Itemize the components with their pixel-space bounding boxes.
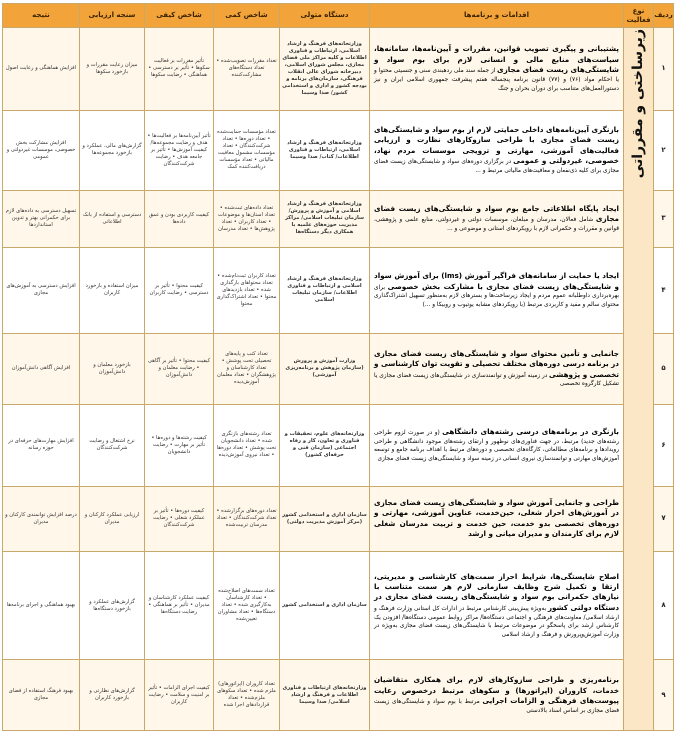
table-row xyxy=(3,28,674,111)
qualitative-index-cell: کیفیت محتوا • تأثیر بر آگاهی • رضایت معلمان و دانش‌آموزان xyxy=(145,334,214,405)
evaluation-measure-cell: میزان استفاده و بازخورد کاربران xyxy=(80,247,145,334)
header-actions: اقدامات و برنامه‌ها xyxy=(370,4,624,28)
quantitative-index-cell: تعداد مؤسسات حمایت‌شده • تعداد دوره‌ها • تعداد شرکت‌کنندگان • تعداد مؤسسات مشمول معافیت مالیاتی • تعداد مؤسسات دریافت‌کننده کمک xyxy=(214,110,280,191)
activities-table xyxy=(2,3,674,731)
result-cell: افزایش دسترسی به آموزش‌های مجازی xyxy=(3,247,80,334)
evaluation-measure-cell: گزارش‌های مالی، عملکرد و بازخورد مجموعه‌ها xyxy=(80,110,145,191)
quantitative-index-cell: تعداد کاربران ثبت‌نام‌شده • تعداد محتواهای بارگذاری شده • تعداد بازدیدهای محتوا • تعداد اشتراک‌گذاری محتوا xyxy=(214,247,280,334)
qualitative-index-cell: کیفیت رشته‌ها و دوره‌ها • تأثیر بر مهارت • رضایت دانشجویان xyxy=(145,404,214,487)
agency-cell: سازمان اداری و استخدامی کشور xyxy=(280,551,370,660)
table-row xyxy=(3,110,674,191)
header-activity-type: نوع فعالیت xyxy=(624,4,654,28)
action-detail-text: از جمله سند ملی ردهبندی سنی و جنسیتی محتوا و یا احکام مواد (۷۶) و (۷۷) قانون برنامه پنجساله هفتم پیشرفت جمهوری اسلامی ایران و نیز دستورالعمل‌های متناسب برای دوران بحران و جنگ xyxy=(374,68,620,92)
result-cell: بهبود فرهنگ استفاده از فضای مجازی xyxy=(3,660,80,731)
action-lead-text: جانمایی و تأمین محتوای سواد و شایستگی‌های زیست فضای مجازی در برنامه درسی دوره‌های مختلف تحصیلی و تقویت توان کارشناسی و تخصصی و پژوهشی xyxy=(374,348,619,379)
qualitative-index-cell: تأثیر مقررات بر فعالیت سکوها • تأثیر بر دسترسی • هماهنگی • رضایت سکوها xyxy=(145,28,214,111)
action-detail-text: برای بهره‌برداری داوطلبانه عموم مردم و ایجاد زیرساخت‌ها و بسترهای لازم به‌منظور تسهیل اشتراک‌گذاری محتوای سالم و مفید و کاربردی مرتبط (با رویکردهای مشابه یوتیوب و روبیکا و ...) xyxy=(374,284,619,308)
action-lead-text: اصلاح شایستگی‌ها، شرایط احراز سمت‌های کارشناسی و مدیریتی، ارتقا و تکمیل شرح وظایف سازمانی لازم هر سمت متناسب با نیازهای حکمرانی بوم سواد و شایستگی‌های زیست فضای مجازی در دستگاه دولتی کشور xyxy=(374,571,620,612)
table-row xyxy=(3,247,674,334)
quantitative-index-cell: تعداد سمت‌های اصلاح‌شده • تعداد کارشناسان به‌کارگیری شده • تعداد دستگاه‌ها • تعداد مشاوران تعیین‌شده xyxy=(214,551,280,660)
row-number: ۹ xyxy=(654,660,674,731)
agency-cell: وزارتخانه‌های فرهنگ و ارشاد اسلامی، ارتباطات و فناوری اطلاعات/ کتاب/ صدا وسیما xyxy=(280,110,370,191)
result-cell: افزایش هماهنگی و رعایت اصول xyxy=(3,28,80,111)
header-quantitative-index: شاخص کمی xyxy=(214,4,280,28)
result-cell: افزایش مشارکت بخش خصوصی، موسسات غیردولتی و عمومی xyxy=(3,110,80,191)
row-number: ۴ xyxy=(654,247,674,334)
agency-cell: سازمان اداری و استخدامی کشور (مرکز آموزش مدیریت دولتی) xyxy=(280,487,370,551)
action-lead-text: بازنگری در برنامه‌های درسی رشته‌های دانشگاهی xyxy=(442,427,619,437)
action-lead-text: ایجاد پایگاه اطلاعاتی جامع بوم سواد و شایستگی‌های زیست فضای مجازی xyxy=(374,203,619,224)
evaluation-measure-cell: گزارش‌های نظارتی و بازخورد کاربران xyxy=(80,660,145,731)
evaluation-measure-cell: گزارش‌های عملکرد و بازخورد دستگاه‌ها xyxy=(80,551,145,660)
action-lead-text: طراحی و جانمایی آموزش سواد و شایستگی‌های زیست فضای مجازی در آموزش‌های احراز شغلی، حین‌خدمت، عناوین آموزشی، مهارتی و دوره‌های تخصصی بدو خدمت، حین خدمت و تربیت مدرسان شغلی لازم برای کارمندان و مدیران میانی و ارشد xyxy=(374,497,619,539)
action-cell xyxy=(370,247,624,334)
header-agency: دستگاه متولی xyxy=(280,4,370,28)
agency-cell: وزارتخانه‌های علوم، تحقیقات و فناوری و تعاون، کار و رفاه اجتماعی (سازمان فنی و حرفه‌ای کشور) xyxy=(280,404,370,487)
action-cell xyxy=(370,191,624,247)
qualitative-index-cell: کیفیت اجرای الزامات • تأثیر بر امنیت و سلامت • رضایت کاربران xyxy=(145,660,214,731)
qualitative-index-cell: کیفیت عملکرد کارشناسان و مدیران • تأثیر بر هماهنگی • رضایت دستگاه‌ها xyxy=(145,551,214,660)
result-cell: افزایش مهارت‌های حرفه‌ای در حوزه رسانه xyxy=(3,404,80,487)
qualitative-index-cell: کیفیت دوره‌ها • تأثیر بر عملکرد شغلی • رضایت شرکت‌کنندگان xyxy=(145,487,214,551)
action-detail-text: در زمینه آموزش و توانمندسازی در شایستگی‌های زیست فضای مجازی یا تشکیل کارگروه تخصصی xyxy=(374,372,619,388)
quantitative-index-cell: تعداد کاروران (اپراتورهای) ملزم شده • تعداد سکوهای ملزم‌شده • تعداد قراردادهای اجرا شده xyxy=(214,660,280,731)
result-cell: بهبود هماهنگی و اجرای برنامه‌ها xyxy=(3,551,80,660)
action-cell xyxy=(370,551,624,660)
quantitative-index-cell: تعداد مقررات تصویب‌شده • تعداد دستگاه‌های مشارکت‌کننده xyxy=(214,28,280,111)
table-row xyxy=(3,334,674,405)
quantitative-index-cell: تعداد داده‌های ثبت‌شده • تعداد استان‌ها و موضوعات • تعداد کاربران • تعداد پژوهش‌ها • تعداد مدرسان xyxy=(214,191,280,247)
header-qualitative-index: شاخص کیفی xyxy=(145,4,214,28)
qualitative-index-cell: کیفیت کاربردی بودن و عمق داده‌ها xyxy=(145,191,214,247)
row-number: ۳ xyxy=(654,191,674,247)
action-cell xyxy=(370,487,624,551)
table-header-row xyxy=(3,4,674,28)
action-cell xyxy=(370,404,624,487)
action-lead-text: بازنگری آیین‌نامه‌های داخلی حمایتی لازم از بوم سواد و شایستگی‌های زیست فضای مجازی با طراحی سازوکارهای نظارت و ارزیابی فعالیت‌های آموزشی، مهارتی و ترویجی موسسات مردم نهاد، خصوصی، غیردولتی و عمومی xyxy=(374,125,619,166)
row-number: ۸ xyxy=(654,551,674,660)
action-lead-text: برنامه‌ریزی و طراحی سازوکارهای لازم برای همکاری متقاضیان خدمات، کاروران (اپراتورها) و سکوهای مرتبط درخصوص رعایت پیوست‌های فرهنگی و الزامات اجرایی xyxy=(374,675,619,705)
evaluation-measure-cell: بازخورد معلمان و دانش‌آموزان xyxy=(80,334,145,405)
quantitative-index-cell: تعداد کتب و پایه‌های تحصیلی تحت پوشش • تعداد کارشناسان و پژوهشگران • تعداد معلمان آموزش‌دیده xyxy=(214,334,280,405)
action-lead-text: ایجاد یا حمایت از سامانه‌های فراگیر آموزش (lms) برای آموزش سواد و شایستگی‌های زیست فضای مجازی با مشارکت بخش خصوصی xyxy=(374,271,620,291)
action-cell xyxy=(370,110,624,191)
table-row xyxy=(3,404,674,487)
action-detail-text: (و در صورت لزوم طراحی رشته‌های جدید) مرتبط، در جهت فناوری‌های نوظهور و ارتقای رشته‌های موجود دانشگاهی و طراحی رویدادها و برنامه‌های مطالعاتی، کارگاه‌های تخصصی و دوره‌های مرتبط با اهداف برنامه جامع و توسعه آموزش‌های مهارتی و توانمندسازی نیروی انسانی در زمینه سواد و شایستگی‌های زیست فضای مجازی xyxy=(374,430,619,463)
table-row xyxy=(3,551,674,660)
table-row xyxy=(3,487,674,551)
action-cell xyxy=(370,334,624,405)
qualitative-index-cell: تأثیر آیین‌نامه‌ها بر فعالیت‌ها • هدف و رضایت مجموعه‌ها/کیفیت آموزش‌ها • تأثیر بر جامعه هدف • رضایت شرکت‌کنندگان xyxy=(145,110,214,191)
header-row-number: ردیف xyxy=(654,4,674,28)
agency-cell: وزارت آموزش و پرورش (سازمان پژوهش و برنامه‌ریزی آموزشی) xyxy=(280,334,370,405)
agency-cell: وزارتخانه‌های فرهنگ و ارشاد اسلامی و آموزش و پرورش/ سازمان تبلیغات اسلامی/ مراکز مدیریت حوزه‌های علمیه با همکاری دیگر دستگاه‌ها xyxy=(280,191,370,247)
evaluation-measure-cell: ارزیابی عملکرد کارکنان و مدیران xyxy=(80,487,145,551)
quantitative-index-cell: تعداد دوره‌های برگزارشده • تعداد شرکت‌کنندگان • تعداد مدرسان تربیت‌شده xyxy=(214,487,280,551)
agency-cell: وزارتخانه‌های فرهنگ و ارشاد اسلامی و ارتباطات و فناوری اطلاعات/ سازمان تبلیغات اسلامی xyxy=(280,247,370,334)
header-evaluation-measure: سنجه ارزیابی xyxy=(80,4,145,28)
action-detail-text: در برگزاری دوره‌های سواد و شایستگی‌های زیست فضای مجازی برای کلیه ذی‌نفعان و معافیت‌های مالیاتی مرتبط و ... xyxy=(374,159,619,175)
activity-type-label: زیرساختی و مقرراتی xyxy=(630,29,647,179)
evaluation-measure-cell: دسترسی و استفاده از بانک اطلاعاتی xyxy=(80,191,145,247)
action-cell xyxy=(370,28,624,111)
quantitative-index-cell: تعداد رشته‌های بازنگری شده • تعداد دانشجویان تحت پوشش • تعداد دوره‌ها • تعداد نیروی آموزش‌دیده xyxy=(214,404,280,487)
action-detail-text: مرتبط با بوم سواد و شایستگی‌های زیست فضای مجازی بر اساس اسناد بالادستی xyxy=(374,698,619,714)
agency-cell: وزارتخانه‌های ارتباطات و فناوری اطلاعات و فرهنگ و ارشاد اسلامی/ صدا وسیما xyxy=(280,660,370,731)
table-row xyxy=(3,660,674,731)
result-cell: تسهیل دسترسی به داده‌های لازم برای حکمرانی بهتر و تدوین استانداردها xyxy=(3,191,80,247)
result-cell: درصد افزایش توانمندی کارکنان و مدیران xyxy=(3,487,80,551)
table-row xyxy=(3,191,674,247)
action-cell xyxy=(370,660,624,731)
row-number: ۶ xyxy=(654,404,674,487)
action-detail-text: شامل فعالان، مدرسان و مبلغان، موسسات دولتی و غیردولتی، منابع علمی و پژوهشی، قوانین و مقررات و حکمرانی لازم با رویکردهای استانی و موضوعی و ... xyxy=(374,217,619,233)
action-lead-text: پشتیبانی و پیگیری تصویب قوانین، مقررات و آیین‌نامه‌ها، سامانه‌ها، سیاست‌های منابع مالی و انسانی لازم برای بوم سواد و شایستگی‌های زیست فضای مجازی xyxy=(374,44,619,75)
activity-type-cell xyxy=(624,28,654,731)
row-number: ۷ xyxy=(654,487,674,551)
evaluation-measure-cell: نرخ اشتغال و رضایت شرکت‌کنندگان xyxy=(80,404,145,487)
header-result: نتیجه xyxy=(3,4,80,28)
qualitative-index-cell: کیفیت محتوا • تأثیر بر دسترسی • رضایت کاربران xyxy=(145,247,214,334)
row-number: ۱ xyxy=(654,28,674,111)
action-detail-text: به‌ویژه پیش‌بینی کارشناس مرتبط در ادارات کل استانی وزارت فرهنگ و ارشاد اسلامی/ معاونت‌های فرهنگی و اجتماعی دستگاه‌ها/ مراکز روابط عمومی دستگاه‌ها/ افزودن یک کارشناس ارشد برای پاسخگو در موضوعات مرتبط با شایستگی‌های زیست فضای مجازی به‌ویژه در وزارت آموزش‌وپرورش و فرهنگ و ارشاد اسلامی xyxy=(374,605,619,638)
row-number: ۲ xyxy=(654,110,674,191)
result-cell: افزایش آگاهی دانش‌آموزان xyxy=(3,334,80,405)
policy-table-page xyxy=(3,3,674,731)
agency-cell: وزارتخانه‌های فرهنگ و ارشاد اسلامی، ارتباطات و فناوری اطلاعات و کلیه مراکز ملی فضای مجازی، مجلس شورای اسلامی، دبیرخانه شورای عالی انقلاب فرهنگی، سازمان‌های برنامه و بودجه کشور و اداری و استخدامی کشور/ صدا وسیما xyxy=(280,28,370,111)
evaluation-measure-cell: میزان رعایت مقررات و بازخورد سکوها xyxy=(80,28,145,111)
row-number: ۵ xyxy=(654,334,674,405)
